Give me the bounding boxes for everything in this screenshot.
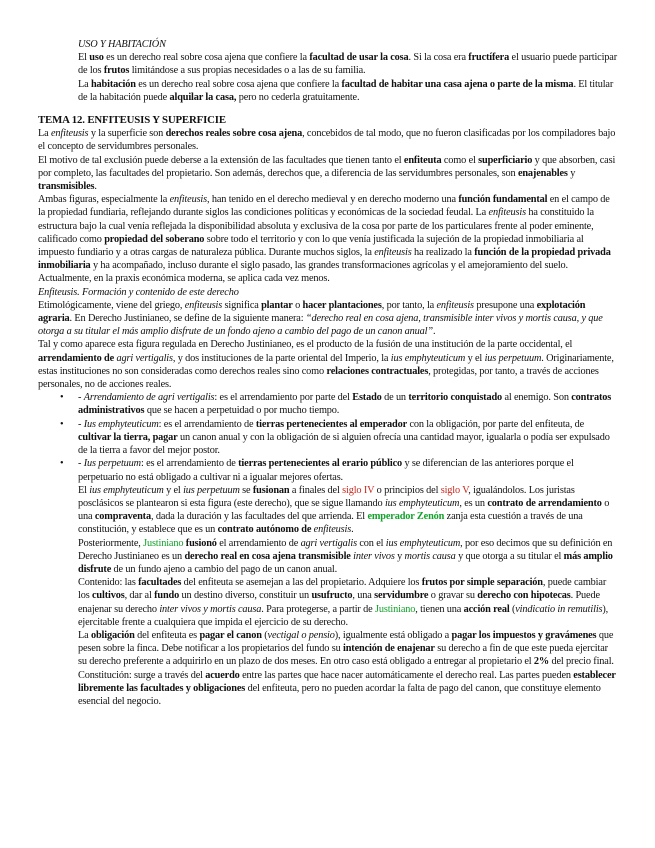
text-run: inter vivos y mortis causa: [159, 603, 262, 615]
text-run: fructífera: [468, 52, 510, 64]
text-run: y ha acompañado, incluso durante el siglo pasado, las grandes transformaciones agrícolas y el amejoramiento del suelo. Actualmente, en la praxis económica moderna, se aplica cada vez menos.: [38, 260, 568, 285]
text-run: derecho con hipotecas: [477, 590, 571, 602]
text-run: pagar los impuestos y gravámenes: [451, 629, 597, 641]
text-run: El: [78, 484, 90, 496]
text-run: . Puede enajenar su derecho: [78, 590, 600, 615]
text-run: de un fundo ajeno a cambio del pago de un canon anual.: [111, 563, 338, 575]
text-run: o principios del: [374, 484, 441, 496]
text-run: entre las partes que hace nacer automáticamente el derecho real. Las partes pueden: [239, 669, 574, 681]
text-run: enfiteusis: [184, 299, 223, 311]
paragraph-intro: [38, 127, 618, 153]
paragraph-fusion: [38, 338, 618, 391]
text-run: 2%: [533, 656, 550, 668]
text-run: del enfiteuta es: [134, 629, 200, 641]
text-run: vectigal o pensio: [267, 629, 335, 641]
text-run: o una: [78, 497, 610, 523]
paragraph-ius: [38, 484, 618, 537]
text-run: facultades: [138, 577, 182, 589]
text-run: Etimológicamente, viene del griego,: [38, 299, 185, 311]
text-run: ), igualmente está obligado a: [334, 629, 452, 641]
text-run: zanja esta cuestión a través de una constitución, y establece que es un: [78, 511, 583, 536]
text-run: .: [94, 181, 97, 193]
chapter-title: TEMA 12. ENFITEUSIS Y SUPERFICIE: [38, 114, 226, 127]
text-run: un destino diverso, constituir un: [179, 590, 312, 602]
text-run: habitación: [90, 78, 136, 90]
text-run: , igualándolos. Los juristas posclásicos se plantearon si esta figura (este derecho), que se sigue llamando: [78, 484, 575, 509]
text-run: más amplio disfrute: [78, 550, 613, 575]
text-run: , protegidas, por tanto, a través de acciones personales, no de acciones reales.: [38, 365, 599, 391]
text-run: contrato de arrendamiento: [487, 497, 602, 509]
text-run: ius emphyteuticum: [384, 497, 460, 509]
text-run: enfiteusis: [169, 194, 207, 206]
text-run: ius emphyteuticum: [385, 537, 461, 549]
text-run: emperador Zenón: [367, 511, 445, 523]
text-run: contrato autónomo de: [217, 524, 314, 536]
text-run: explotación agraria: [38, 299, 586, 325]
text-run: del enfiteuta se asemejan a las del propietario. Adquiere los: [181, 577, 422, 589]
text-run: propiedad del soberano: [104, 233, 205, 245]
document-page: [38, 38, 618, 708]
text-run: ius perpetuum: [183, 484, 240, 496]
text-run: uso: [89, 52, 104, 64]
text-run: enajenables: [517, 167, 568, 179]
text-run: fusionó: [185, 537, 217, 549]
text-run: La: [78, 629, 91, 641]
text-run: como el: [441, 154, 479, 166]
text-run: arrendamiento de: [38, 352, 117, 364]
text-run: mortis causa: [404, 550, 456, 562]
text-run: tierras pertenecientes al erario público: [238, 458, 403, 470]
text-run: . Originariamente, estas instituciones no son consideradas como derechos reales sino como: [38, 352, 614, 377]
text-run: limitándose a sus propias necesidades o a las de su familia.: [129, 65, 366, 77]
text-run: frutos por simple separación: [421, 577, 543, 589]
text-run: derecho real en cosa ajena transmisible: [184, 550, 351, 562]
text-run: enfiteuta: [403, 154, 442, 166]
text-run: territorio conquistado: [408, 392, 503, 404]
text-run: El motivo de tal exclusión puede deberse a la extensión de las facultades que tienen tanto el: [38, 154, 404, 166]
text-run: , concebidos de tal modo, que no fueron clasificadas por los compiladores bajo el concepto de servidumbres personales.: [38, 128, 616, 153]
text-run: establecer libremente las facultades y obligaciones: [78, 669, 616, 694]
text-run: .: [351, 524, 354, 536]
text-run: : es el arrendamiento de: [158, 418, 256, 430]
text-run: facultad de usar la cosa: [309, 52, 409, 64]
paragraph-habitacion: [38, 78, 618, 104]
text-run: a finales del: [289, 484, 343, 496]
text-run: obligación: [90, 629, 135, 641]
paragraph-contenido: [38, 576, 618, 629]
text-run: ha realizado la: [411, 247, 475, 259]
text-run: Justiniano: [374, 603, 416, 615]
text-run: “derecho real en cosa ajena, transmisible inter vivos y mortis causa, y que otorga a su titular el más amplio disfrute de un fondo ajeno a cambio del pago de un canon anual”: [38, 313, 603, 338]
text-run: ius perpetuum: [484, 352, 542, 364]
text-run: , por tanto, la: [381, 299, 437, 311]
paragraph-etimologia: [38, 299, 618, 339]
text-run: o gravar su: [428, 590, 478, 602]
text-run: usufructo: [311, 590, 353, 602]
text-run: : es el arrendamiento de: [140, 458, 239, 470]
text-run: ha constituido la estructura bajo la cual venía reflejada la disponibilidad absoluta y exclusiva de la cosa por parte de los particulares frente al poder eminente, calificado como: [38, 207, 594, 245]
text-run: vindicatio in remutilis: [515, 603, 603, 615]
text-run: pagar el canon: [199, 629, 262, 641]
text-run: con la obligación, por parte del enfiteuta, de: [407, 418, 585, 430]
text-run: (: [261, 629, 268, 641]
text-run: La: [38, 128, 51, 140]
text-run: servidumbre: [374, 590, 429, 602]
text-run: , han tenido en el derecho medieval y en derecho moderno una: [207, 194, 459, 206]
text-run: enfiteusis: [374, 247, 412, 259]
text-run: de un: [381, 392, 409, 404]
subsection-title: Enfiteusis. Formación y contenido de este derecho: [38, 286, 239, 298]
text-run: Estado: [352, 392, 382, 404]
text-run: -: [78, 418, 84, 430]
text-run: Contenido: las: [78, 577, 139, 589]
text-run: , dar al: [124, 590, 155, 602]
text-run: función de la propiedad privada inmobiliaria: [38, 247, 611, 272]
text-run: acuerdo: [205, 669, 240, 681]
text-run: Ambas figuras, especialmente la: [38, 194, 170, 206]
paragraph-obligacion: [38, 629, 618, 669]
text-run: que se hacen a perpetuidad o por mucho tiempo.: [144, 405, 340, 417]
list-item: [38, 457, 618, 483]
text-run: pero no cederla gratuitamente.: [236, 91, 360, 103]
text-run: Arrendamiento de agri vertigalis: [83, 392, 215, 404]
text-run: es un derecho real sobre cosa ajena que confiere la: [103, 52, 310, 64]
text-run: -: [78, 392, 84, 404]
text-run: alquilar la casa,: [169, 91, 237, 103]
text-run: , una: [352, 590, 375, 602]
text-run: , es un: [459, 497, 488, 509]
text-run: y el: [465, 352, 485, 364]
text-run: frutos: [103, 65, 130, 77]
text-run: significa: [222, 299, 262, 311]
text-run: siglo V: [440, 484, 469, 496]
section-title-uso: USO Y HABITACIÓN: [78, 39, 166, 50]
text-run: plantar: [261, 299, 293, 311]
paragraph-justiniano: [38, 537, 618, 577]
text-run: presupone una: [473, 299, 537, 311]
text-run: derechos reales sobre cosa ajena: [165, 128, 303, 140]
text-run: fusionan: [252, 484, 290, 496]
text-run: -: [78, 458, 84, 470]
text-run: transmisibles: [38, 181, 95, 193]
text-run: agri vertigalis: [116, 352, 173, 364]
text-run: Ius perpetuum: [83, 458, 141, 470]
text-run: y: [394, 550, 405, 562]
text-run: el usuario puede participar de los: [78, 52, 617, 77]
text-run: Justiniano: [143, 537, 184, 549]
text-run: y que absorben, casi por completo, las facultades del propietario. Son además, derechos que, a diferencia de las servidumbres personales, son: [38, 154, 616, 179]
text-run: su derecho a fin de que este pueda ejercitar su derecho preferente a adquirirlo en un plazo de dos meses. En otro caso está obligado a entregar al propietario el: [78, 643, 608, 668]
paragraph-constitucion: [38, 669, 618, 709]
text-run: con el: [356, 537, 386, 549]
paragraph-motivo: [38, 154, 618, 194]
text-run: o: [292, 299, 303, 311]
text-run: El: [78, 52, 90, 64]
list-item: [38, 391, 618, 417]
text-run: sobre todo el territorio y con lo que venía justificada la sujeción de la propiedad inmobiliaria al impuesto fundiario y a otras cargas de naturaleza pública. Durante muchos siglos, la: [38, 233, 584, 259]
text-run: y se diferencian de las anteriores porque el perpetuario no está obligado a cultivar ni a igualar mejores ofertas.: [78, 458, 574, 483]
text-run: enfiteusis: [313, 524, 352, 536]
text-run: Tal y como aparece esta figura regulada en Derecho Justinianeo, es el producto de la fusión de una institución de la parte occidental, el: [38, 339, 573, 351]
text-run: ius emphyteuticum: [390, 352, 466, 364]
bullet-list: [38, 391, 618, 483]
text-run: .: [432, 326, 436, 338]
text-run: superficiario: [478, 154, 533, 166]
text-run: función fundamental: [458, 194, 548, 206]
text-run: cultivar la tierra, pagar: [78, 431, 178, 443]
text-run: enfiteusis: [50, 128, 89, 140]
text-run: Constitución: surge a través del: [78, 669, 206, 681]
text-run: , por eso decimos que su definición en Derecho Justinianeo es un: [78, 537, 613, 562]
text-run: relaciones contractuales: [326, 365, 429, 377]
text-run: fundo: [154, 590, 180, 602]
text-run: . En Derecho Justinianeo, se define de la siguiente manera:: [69, 313, 306, 325]
text-run: y que otorga a su titular el: [455, 550, 564, 562]
text-run: el arrendamiento de: [216, 537, 301, 549]
text-run: cultivos: [92, 590, 125, 602]
text-run: agri vertigalis: [300, 537, 357, 549]
text-run: hacer plantaciones: [302, 299, 382, 311]
text-run: ), ejercitable frente a cualquiera que impida el ejercicio de su derecho.: [78, 603, 609, 628]
text-run: es un derecho real sobre cosa ajena que confiere la: [135, 78, 342, 90]
text-run: (: [509, 603, 516, 615]
text-run: , puede cambiar los: [78, 577, 607, 602]
text-run: inter vivos: [353, 550, 395, 562]
text-run: La: [78, 78, 91, 90]
text-run: del precio final.: [549, 656, 614, 668]
text-run: un canon anual y con la obligación de si alguien ofrecía una cantidad mayor, igualarla o podía ser expulsado de la tierra a favor del mejor postor.: [78, 431, 610, 457]
text-run: siglo IV: [342, 484, 375, 496]
text-run: tierras pertenecientes al emperador: [255, 418, 408, 430]
text-run: y el: [163, 484, 184, 496]
text-run: , y dos instituciones de la parte oriental del Imperio, la: [172, 352, 391, 364]
text-run: enfiteusis: [488, 207, 526, 219]
text-run: , tienen una: [415, 603, 464, 615]
text-run: en el campo de la propiedad fundiaria, reflejando durante siglos las condiciones políticas y económicas de la sociedad feudal. La: [38, 194, 610, 219]
text-run: Ius emphyteuticum: [83, 418, 159, 430]
text-run: , dada la duración y las facultades del que arrienda. El: [150, 511, 368, 523]
text-run: . Para protegerse, a partir de: [261, 603, 375, 615]
text-run: del enfiteuta, pero no pueden acordar la falta de pago del canon, que constituye elemento esencial del negocio.: [78, 682, 601, 707]
text-run: acción real: [463, 603, 510, 615]
text-run: contratos administrativos: [78, 392, 612, 417]
text-run: enfiteusis: [436, 299, 474, 311]
text-run: se: [239, 484, 253, 496]
text-run: . El titular de la habitación puede: [78, 78, 614, 103]
text-run: Posteriormente,: [78, 537, 144, 549]
paragraph-uso: [38, 51, 618, 77]
text-run: facultad de habitar una casa ajena o parte de la misma: [341, 78, 574, 90]
text-run: y: [567, 167, 576, 179]
text-run: al enemigo. Son: [502, 392, 572, 404]
list-item: [38, 418, 618, 458]
text-run: y la superficie son: [88, 128, 166, 140]
text-run: compraventa: [94, 511, 151, 523]
text-run: que pesen sobre la finca. Debe notificar a los propietarios del fundo su: [78, 629, 614, 655]
text-run: intención de enajenar: [343, 643, 435, 655]
text-run: ius emphyteuticum: [89, 484, 164, 496]
text-run: : es el arrendamiento por parte del: [214, 392, 353, 404]
paragraph-ambas: [38, 193, 618, 285]
text-run: . Si la cosa era: [408, 52, 469, 64]
